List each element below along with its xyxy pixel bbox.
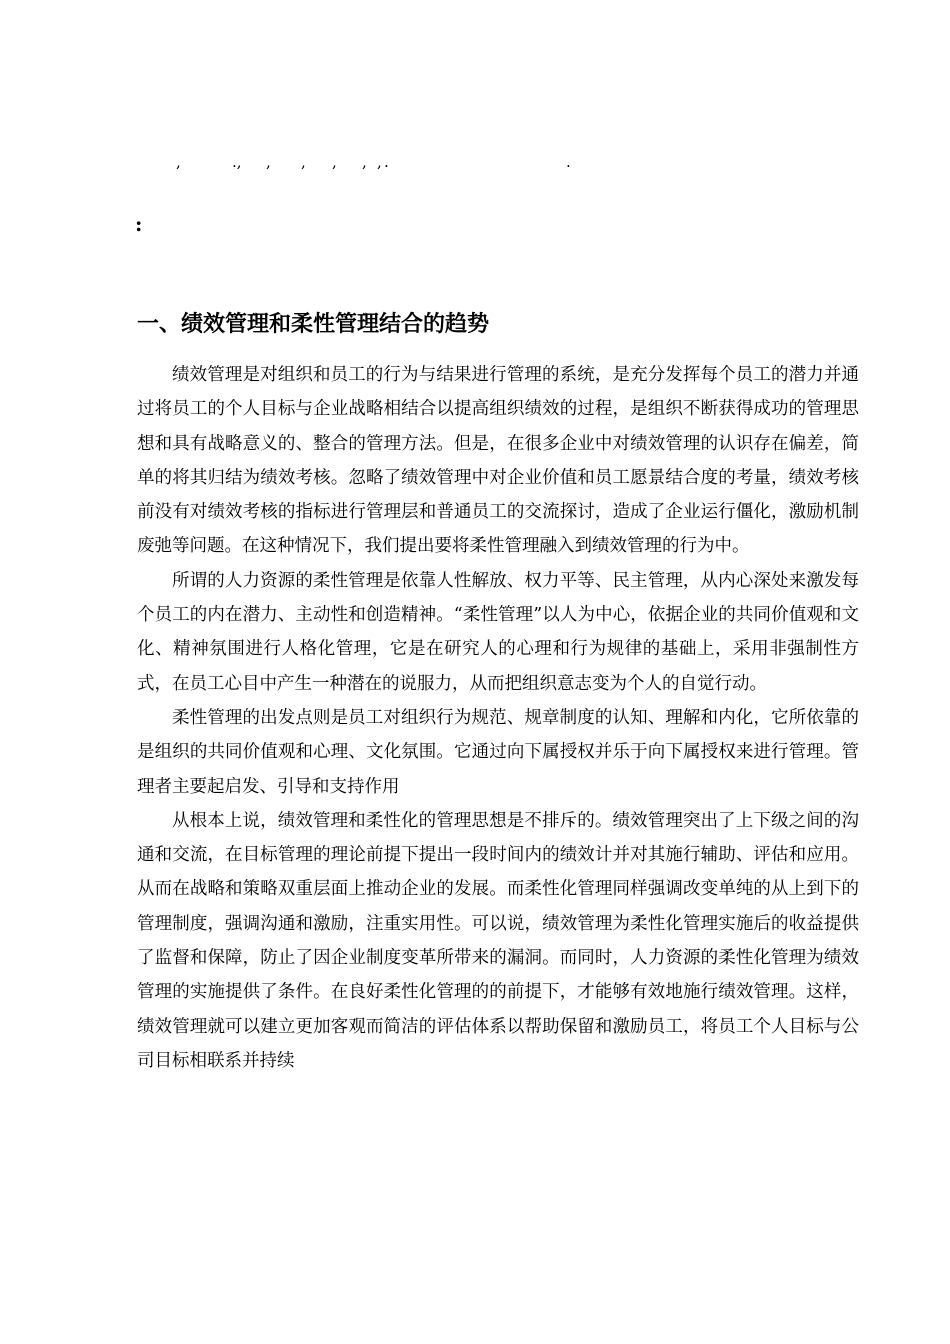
- section-heading: 一、绩效管理和柔性管理结合的趋势: [137, 312, 490, 337]
- punctuation-mark: ,: [332, 153, 337, 171]
- punctuation-mark: ,: [176, 153, 181, 171]
- punctuation-line: [0, 150, 950, 174]
- punctuation-mark: .,: [232, 153, 242, 171]
- paragraph: 所谓的人力资源的柔性管理是依靠人性解放、权力平等、民主管理，从内心深处来激发每个员工的内在潜力、主动性和创造精神。“柔性管理”以人为中心，依据企业的共同价值观和文化、精神氛围进行人格化管理，它是在研究人的心理和行为规律的基础上，采用非强制性方式，在员工心目中产生一种潜在的说服力，从而把组织意志变为个人的自觉行动。: [137, 570, 859, 694]
- colon-mark: :: [135, 212, 143, 236]
- punctuation-mark: ,: [301, 153, 306, 171]
- section-body: [137, 358, 859, 1078]
- punctuation-mark: ,: [377, 153, 382, 171]
- punctuation-mark: .: [384, 153, 389, 171]
- punctuation-mark: .: [566, 153, 571, 171]
- paragraph: 柔性管理的出发点则是员工对组织行为规范、规章制度的认知、理解和内化，它所依靠的是组织的共同价值观和心理、文化氛围。它通过向下属授权并乐于向下属授权来进行管理。管理者主要起启发、引导和支持作用: [137, 707, 859, 797]
- punctuation-mark: ,: [266, 153, 271, 171]
- punctuation-mark: ,: [362, 153, 367, 171]
- paragraph: 绩效管理是对组织和员工的行为与结果进行管理的系统，是充分发挥每个员工的潜力并通过将员工的个人目标与企业战略相结合以提高组织绩效的过程，是组织不断获得成功的管理思想和具有战略意义的、整合的管理方法。但是，在很多企业中对绩效管理的认识存在偏差，简单的将其归结为绩效考核。忽略了绩效管理中对企业价值和员工愿景结合度的考量，绩效考核前没有对绩效考核的指标进行管理层和普通员工的交流探讨，造成了企业运行僵化，激励机制废弛等问题。在这种情况下，我们提出要将柔性管理融入到绩效管理的行为中。: [137, 365, 859, 557]
- paragraph: 从根本上说，绩效管理和柔性化的管理思想是不排斥的。绩效管理突出了上下级之间的沟通和交流，在目标管理的理论前提下提出一段时间内的绩效计并对其施行辅助、评估和应用。从而在战略和策略双重层面上推动企业的发展。而柔性化管理同样强调改变单纯的从上到下的管理制度，强调沟通和激励，注重实用性。可以说，绩效管理为柔性化管理实施后的收益提供了监督和保障，防止了因企业制度变革所带来的漏洞。而同时，人力资源的柔性化管理为绩效管理的实施提供了条件。在良好柔性化管理的的前提下，才能够有效地施行绩效管理。这样，绩效管理就可以建立更加客观而简洁的评估体系以帮助保留和激励员工，将员工个人目标与公司目标相联系并持续: [137, 810, 859, 1071]
